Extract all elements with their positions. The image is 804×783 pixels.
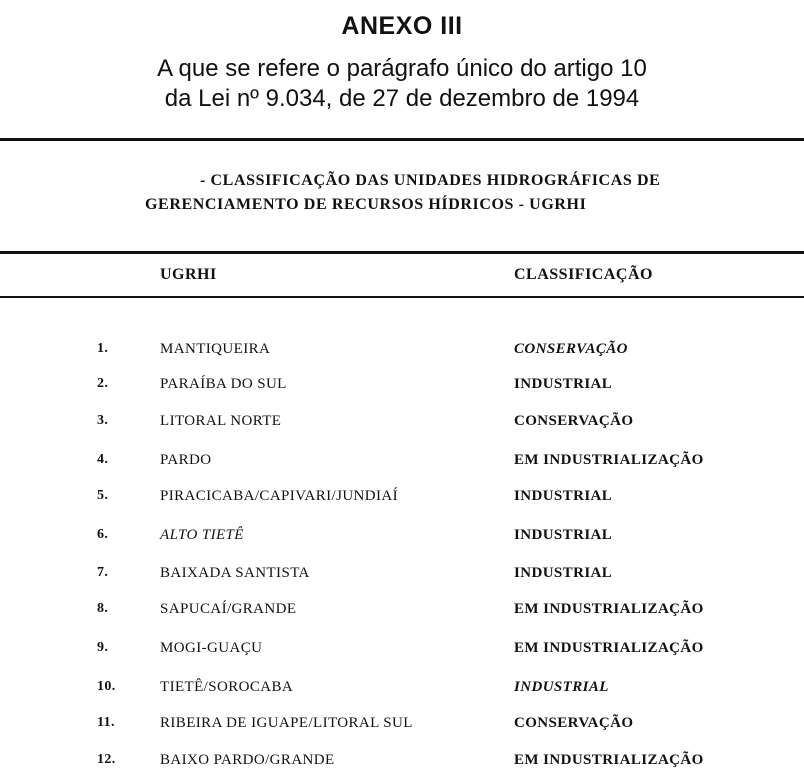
row-ugrhi-name: PIRACICABA/CAPIVARI/JUNDIAÍ (160, 488, 399, 504)
subtitle-line-1: A que se refere o parágrafo único do artigo 10 (157, 55, 647, 82)
table-row (0, 565, 804, 595)
row-number: 9. (97, 640, 109, 655)
row-classification: INDUSTRIAL (514, 679, 609, 695)
row-ugrhi-name: ALTO TIETÊ (160, 527, 244, 543)
row-ugrhi-name: BAIXADA SANTISTA (160, 565, 310, 581)
row-number: 3. (97, 413, 109, 428)
row-ugrhi-name: SAPUCAÍ/GRANDE (160, 601, 297, 617)
divider-table-top (0, 251, 804, 254)
annex-title: ANEXO III (341, 12, 463, 40)
row-number: 10. (97, 679, 116, 694)
row-ugrhi-name: MANTIQUEIRA (160, 341, 271, 357)
divider-top (0, 138, 804, 141)
table-row (0, 715, 804, 745)
row-number: 6. (97, 527, 109, 542)
table-row (0, 640, 804, 670)
table-row (0, 679, 804, 709)
row-classification: CONSERVAÇÃO (514, 413, 634, 429)
row-number: 2. (97, 376, 109, 391)
section-heading-line-2: GERENCIAMENTO DE RECURSOS HÍDRICOS - UGRHI (145, 196, 587, 213)
row-ugrhi-name: RIBEIRA DE IGUAPE/LITORAL SUL (160, 715, 413, 731)
table-row (0, 488, 804, 518)
row-classification: EM INDUSTRIALIZAÇÃO (514, 752, 704, 768)
row-ugrhi-name: BAIXO PARDO/GRANDE (160, 752, 335, 768)
column-header-classificacao: CLASSIFICAÇÃO (514, 266, 653, 283)
row-number: 8. (97, 601, 109, 616)
row-ugrhi-name: PARAÍBA DO SUL (160, 376, 287, 392)
subtitle-line-2: da Lei nº 9.034, de 27 de dezembro de 1994 (164, 85, 640, 112)
table-row (0, 341, 804, 371)
row-classification: INDUSTRIAL (514, 527, 613, 543)
table-row (0, 376, 804, 406)
row-ugrhi-name: MOGI-GUAÇU (160, 640, 263, 656)
row-number: 12. (97, 752, 116, 767)
row-classification: EM INDUSTRIALIZAÇÃO (514, 640, 704, 656)
table-row (0, 413, 804, 443)
row-ugrhi-name: PARDO (160, 452, 212, 468)
row-number: 5. (97, 488, 109, 503)
row-ugrhi-name: TIETÊ/SOROCABA (160, 679, 294, 695)
row-classification: CONSERVAÇÃO (514, 715, 634, 731)
row-classification: INDUSTRIAL (514, 488, 613, 504)
row-number: 11. (97, 715, 115, 730)
column-header-ugrhi: UGRHI (160, 266, 217, 283)
section-heading-line-1: - CLASSIFICAÇÃO DAS UNIDADES HIDROGRÁFICAS DE (200, 172, 661, 189)
row-classification: EM INDUSTRIALIZAÇÃO (514, 601, 704, 617)
row-classification: EM INDUSTRIALIZAÇÃO (514, 452, 704, 468)
row-classification: INDUSTRIAL (514, 565, 613, 581)
row-classification: INDUSTRIAL (514, 376, 613, 392)
row-number: 1. (97, 341, 109, 356)
table-row (0, 601, 804, 631)
row-number: 7. (97, 565, 109, 580)
table-row (0, 452, 804, 482)
row-ugrhi-name: LITORAL NORTE (160, 413, 282, 429)
row-number: 4. (97, 452, 109, 467)
divider-table-header (0, 296, 804, 298)
table-row (0, 752, 804, 782)
row-classification: CONSERVAÇÃO (514, 341, 628, 357)
table-row (0, 527, 804, 557)
